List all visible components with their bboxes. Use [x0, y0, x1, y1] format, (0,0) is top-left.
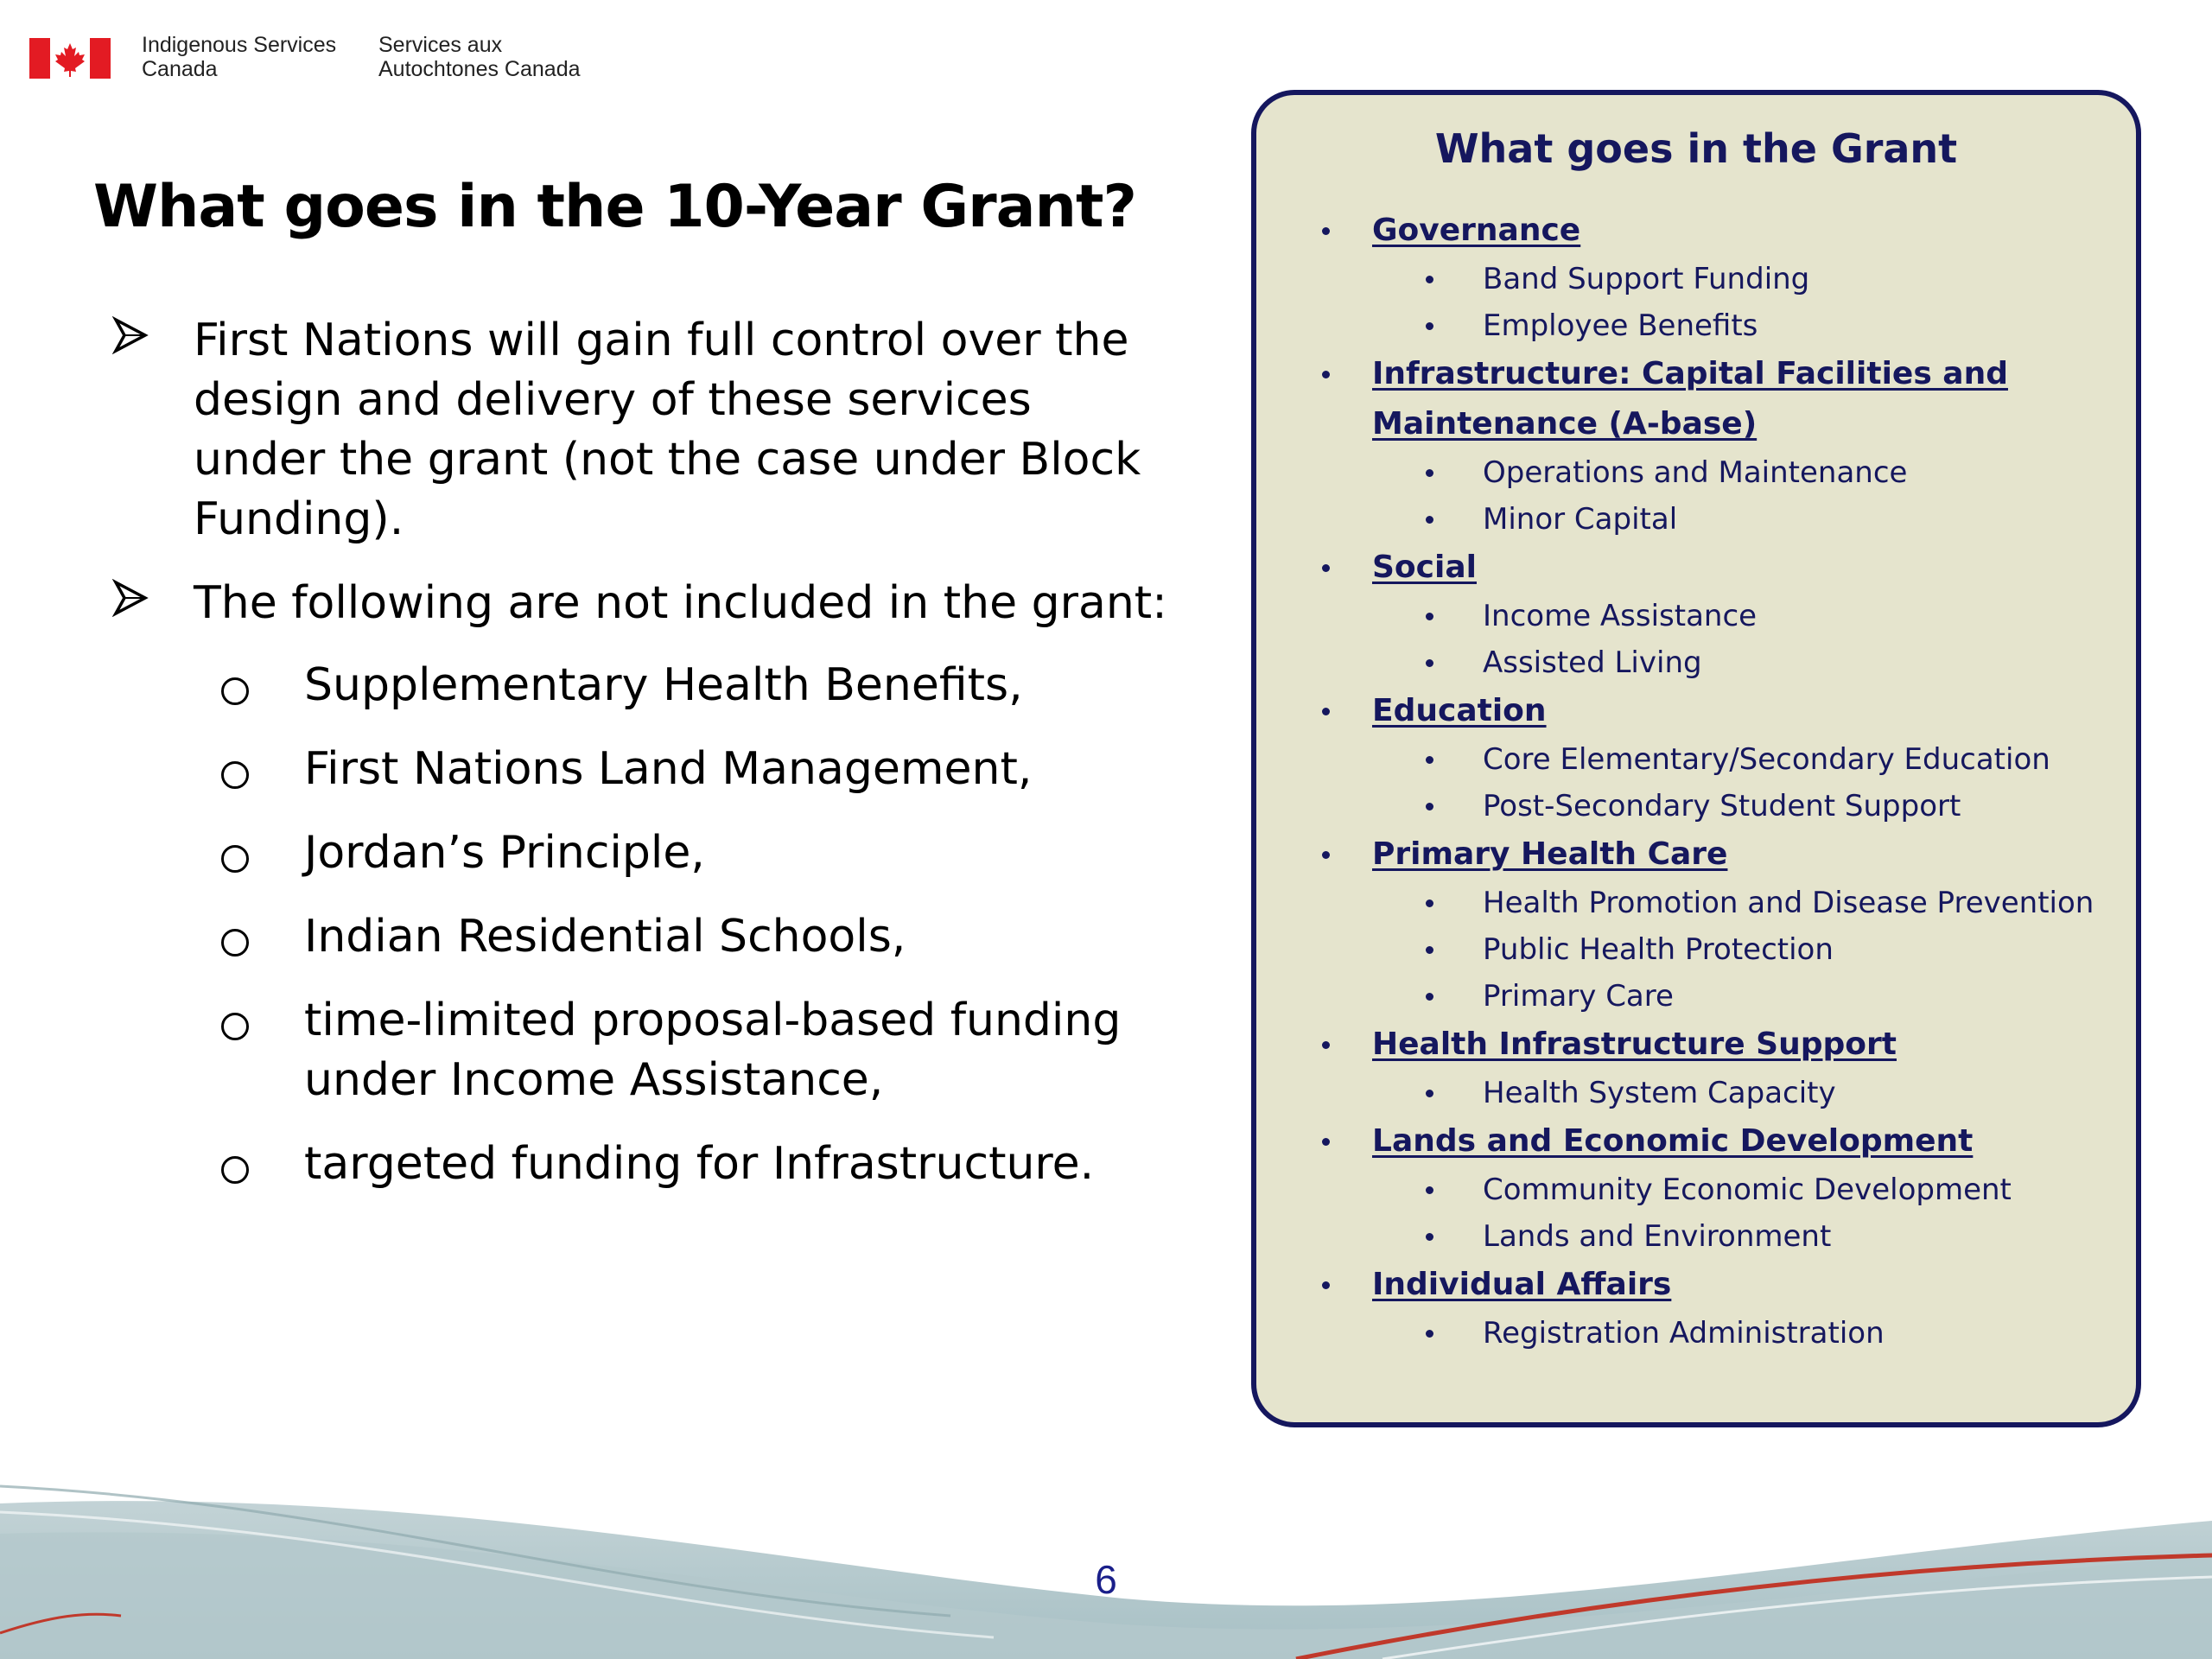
category-items: [1400, 449, 2120, 543]
category-item-text: Registration Administration: [1483, 1316, 1885, 1351]
category-items: [1400, 1310, 2120, 1357]
category-item-text: Minor Capital: [1483, 502, 1678, 537]
bullet-dot-icon: [1322, 708, 1330, 715]
bullet-dot-icon: [1322, 371, 1330, 378]
bullet-dot-icon: [1322, 1138, 1330, 1146]
category-item-text: Public Health Protection: [1483, 932, 1834, 967]
circle-bullet-icon: [221, 761, 249, 789]
bullet-dot-icon: [1426, 946, 1433, 954]
category-item-text: Band Support Funding: [1483, 262, 1810, 296]
category-item-text: Core Elementary/Secondary Education: [1483, 742, 2050, 777]
page-title: What goes in the 10-Year Grant?: [93, 173, 1136, 241]
main-bullet-list: [111, 311, 1173, 1218]
page-number: 6: [1095, 1557, 1117, 1602]
category-label: Health Infrastructure Support: [1372, 1027, 1897, 1062]
category-label: Infrastructure: Capital Facilities and Maintenance (A-base): [1372, 356, 2008, 442]
exclusions-list: [221, 656, 1173, 1194]
circle-bullet-icon: [221, 1156, 249, 1184]
category-item-text: Operations and Maintenance: [1483, 455, 1908, 490]
bullet-dot-icon: [1322, 1281, 1330, 1289]
category-health-infrastructure: [1291, 1020, 2120, 1116]
category-items: [1400, 880, 2120, 1020]
category-item: [1400, 302, 2120, 349]
bullet-dot-icon: [1322, 564, 1330, 572]
main-bullet-text: First Nations will gain full control over the design and delivery of these services under the grant (not the case under Block Funding).: [194, 315, 1141, 545]
main-bullet: [111, 311, 1173, 550]
category-item: [1400, 973, 2120, 1020]
category-label: Education: [1372, 693, 1547, 728]
exclusion-item: [221, 740, 1173, 799]
category-item: [1400, 926, 2120, 973]
arrow-bullet-icon: [111, 316, 149, 354]
category-item: [1400, 783, 2120, 830]
bullet-dot-icon: [1426, 899, 1433, 907]
category-label: Primary Health Care: [1372, 836, 1728, 872]
category-item: [1400, 736, 2120, 783]
circle-bullet-icon: [221, 1013, 249, 1040]
exclusion-text: time-limited proposal-based funding under Income Assistance,: [304, 995, 1122, 1106]
exclusion-text: Jordan’s Principle,: [304, 827, 705, 879]
category-item: [1400, 1166, 2120, 1213]
category-lands-economic-development: [1291, 1116, 2120, 1260]
exclusion-item: [221, 823, 1173, 883]
bullet-dot-icon: [1426, 756, 1433, 764]
bullet-dot-icon: [1426, 1186, 1433, 1194]
category-item: [1400, 593, 2120, 639]
category-item-text: Health Promotion and Disease Prevention: [1483, 886, 2094, 920]
category-item: [1400, 1070, 2120, 1116]
category-education: [1291, 686, 2120, 830]
bullet-dot-icon: [1426, 613, 1433, 620]
bullet-dot-icon: [1322, 851, 1330, 859]
signature-french: Services aux Autochtones Canada: [378, 33, 581, 81]
bullet-dot-icon: [1426, 322, 1433, 330]
bullet-dot-icon: [1322, 227, 1330, 235]
category-item-text: Primary Care: [1483, 979, 1674, 1014]
category-item: [1400, 496, 2120, 543]
category-list: [1291, 206, 2120, 1357]
exclusion-text: First Nations Land Management,: [304, 743, 1033, 795]
category-primary-health-care: [1291, 830, 2120, 1020]
circle-bullet-icon: [221, 677, 249, 705]
category-items: [1400, 1166, 2120, 1260]
bullet-dot-icon: [1426, 803, 1433, 810]
bullet-dot-icon: [1426, 469, 1433, 477]
category-items: [1400, 256, 2120, 349]
category-items: [1400, 736, 2120, 830]
circle-bullet-icon: [221, 929, 249, 957]
arrow-bullet-icon: [111, 579, 149, 617]
exclusion-text: Supplementary Health Benefits,: [304, 659, 1023, 711]
category-item-text: Health System Capacity: [1483, 1076, 1836, 1110]
category-label: Lands and Economic Development: [1372, 1123, 1974, 1159]
category-item: [1400, 880, 2120, 926]
category-item: [1400, 449, 2120, 496]
exclusion-item: [221, 907, 1173, 967]
category-individual-affairs: [1291, 1260, 2120, 1357]
main-bullet: [111, 574, 1173, 1194]
category-social: [1291, 543, 2120, 686]
bullet-dot-icon: [1426, 993, 1433, 1001]
category-item: [1400, 1310, 2120, 1357]
category-item-text: Lands and Environment: [1483, 1219, 1832, 1254]
category-item-text: Assisted Living: [1483, 645, 1702, 680]
grant-contents-panel: [1251, 90, 2141, 1427]
bullet-dot-icon: [1426, 276, 1433, 283]
category-governance: [1291, 206, 2120, 349]
signature-english: Indigenous Services Canada: [142, 33, 337, 81]
panel-title: What goes in the Grant: [1434, 125, 1958, 172]
category-items: [1400, 593, 2120, 686]
exclusion-item: [221, 1135, 1173, 1194]
exclusion-text: targeted funding for Infrastructure.: [304, 1138, 1095, 1190]
category-item-text: Employee Benefits: [1483, 308, 1758, 343]
canada-flag-icon: [29, 38, 111, 79]
bullet-dot-icon: [1426, 1090, 1433, 1097]
category-label: Social: [1372, 550, 1477, 585]
circle-bullet-icon: [221, 845, 249, 873]
category-label: Individual Affairs: [1372, 1267, 1672, 1302]
exclusion-item: [221, 991, 1173, 1110]
main-bullet-text: The following are not included in the grant:: [194, 577, 1167, 629]
category-item-text: Income Assistance: [1483, 599, 1758, 633]
bullet-dot-icon: [1426, 659, 1433, 667]
category-label: Governance: [1372, 213, 1581, 248]
bullet-dot-icon: [1426, 1330, 1433, 1338]
category-items: [1400, 1070, 2120, 1116]
category-item-text: Community Economic Development: [1483, 1173, 2012, 1207]
exclusion-text: Indian Residential Schools,: [304, 911, 906, 963]
category-item: [1400, 1213, 2120, 1260]
bullet-dot-icon: [1426, 1233, 1433, 1241]
bullet-dot-icon: [1322, 1041, 1330, 1049]
category-item: [1400, 256, 2120, 302]
bullet-dot-icon: [1426, 516, 1433, 524]
category-item-text: Post-Secondary Student Support: [1483, 789, 1961, 823]
category-item: [1400, 639, 2120, 686]
category-infrastructure: [1291, 349, 2120, 543]
exclusion-item: [221, 656, 1173, 715]
